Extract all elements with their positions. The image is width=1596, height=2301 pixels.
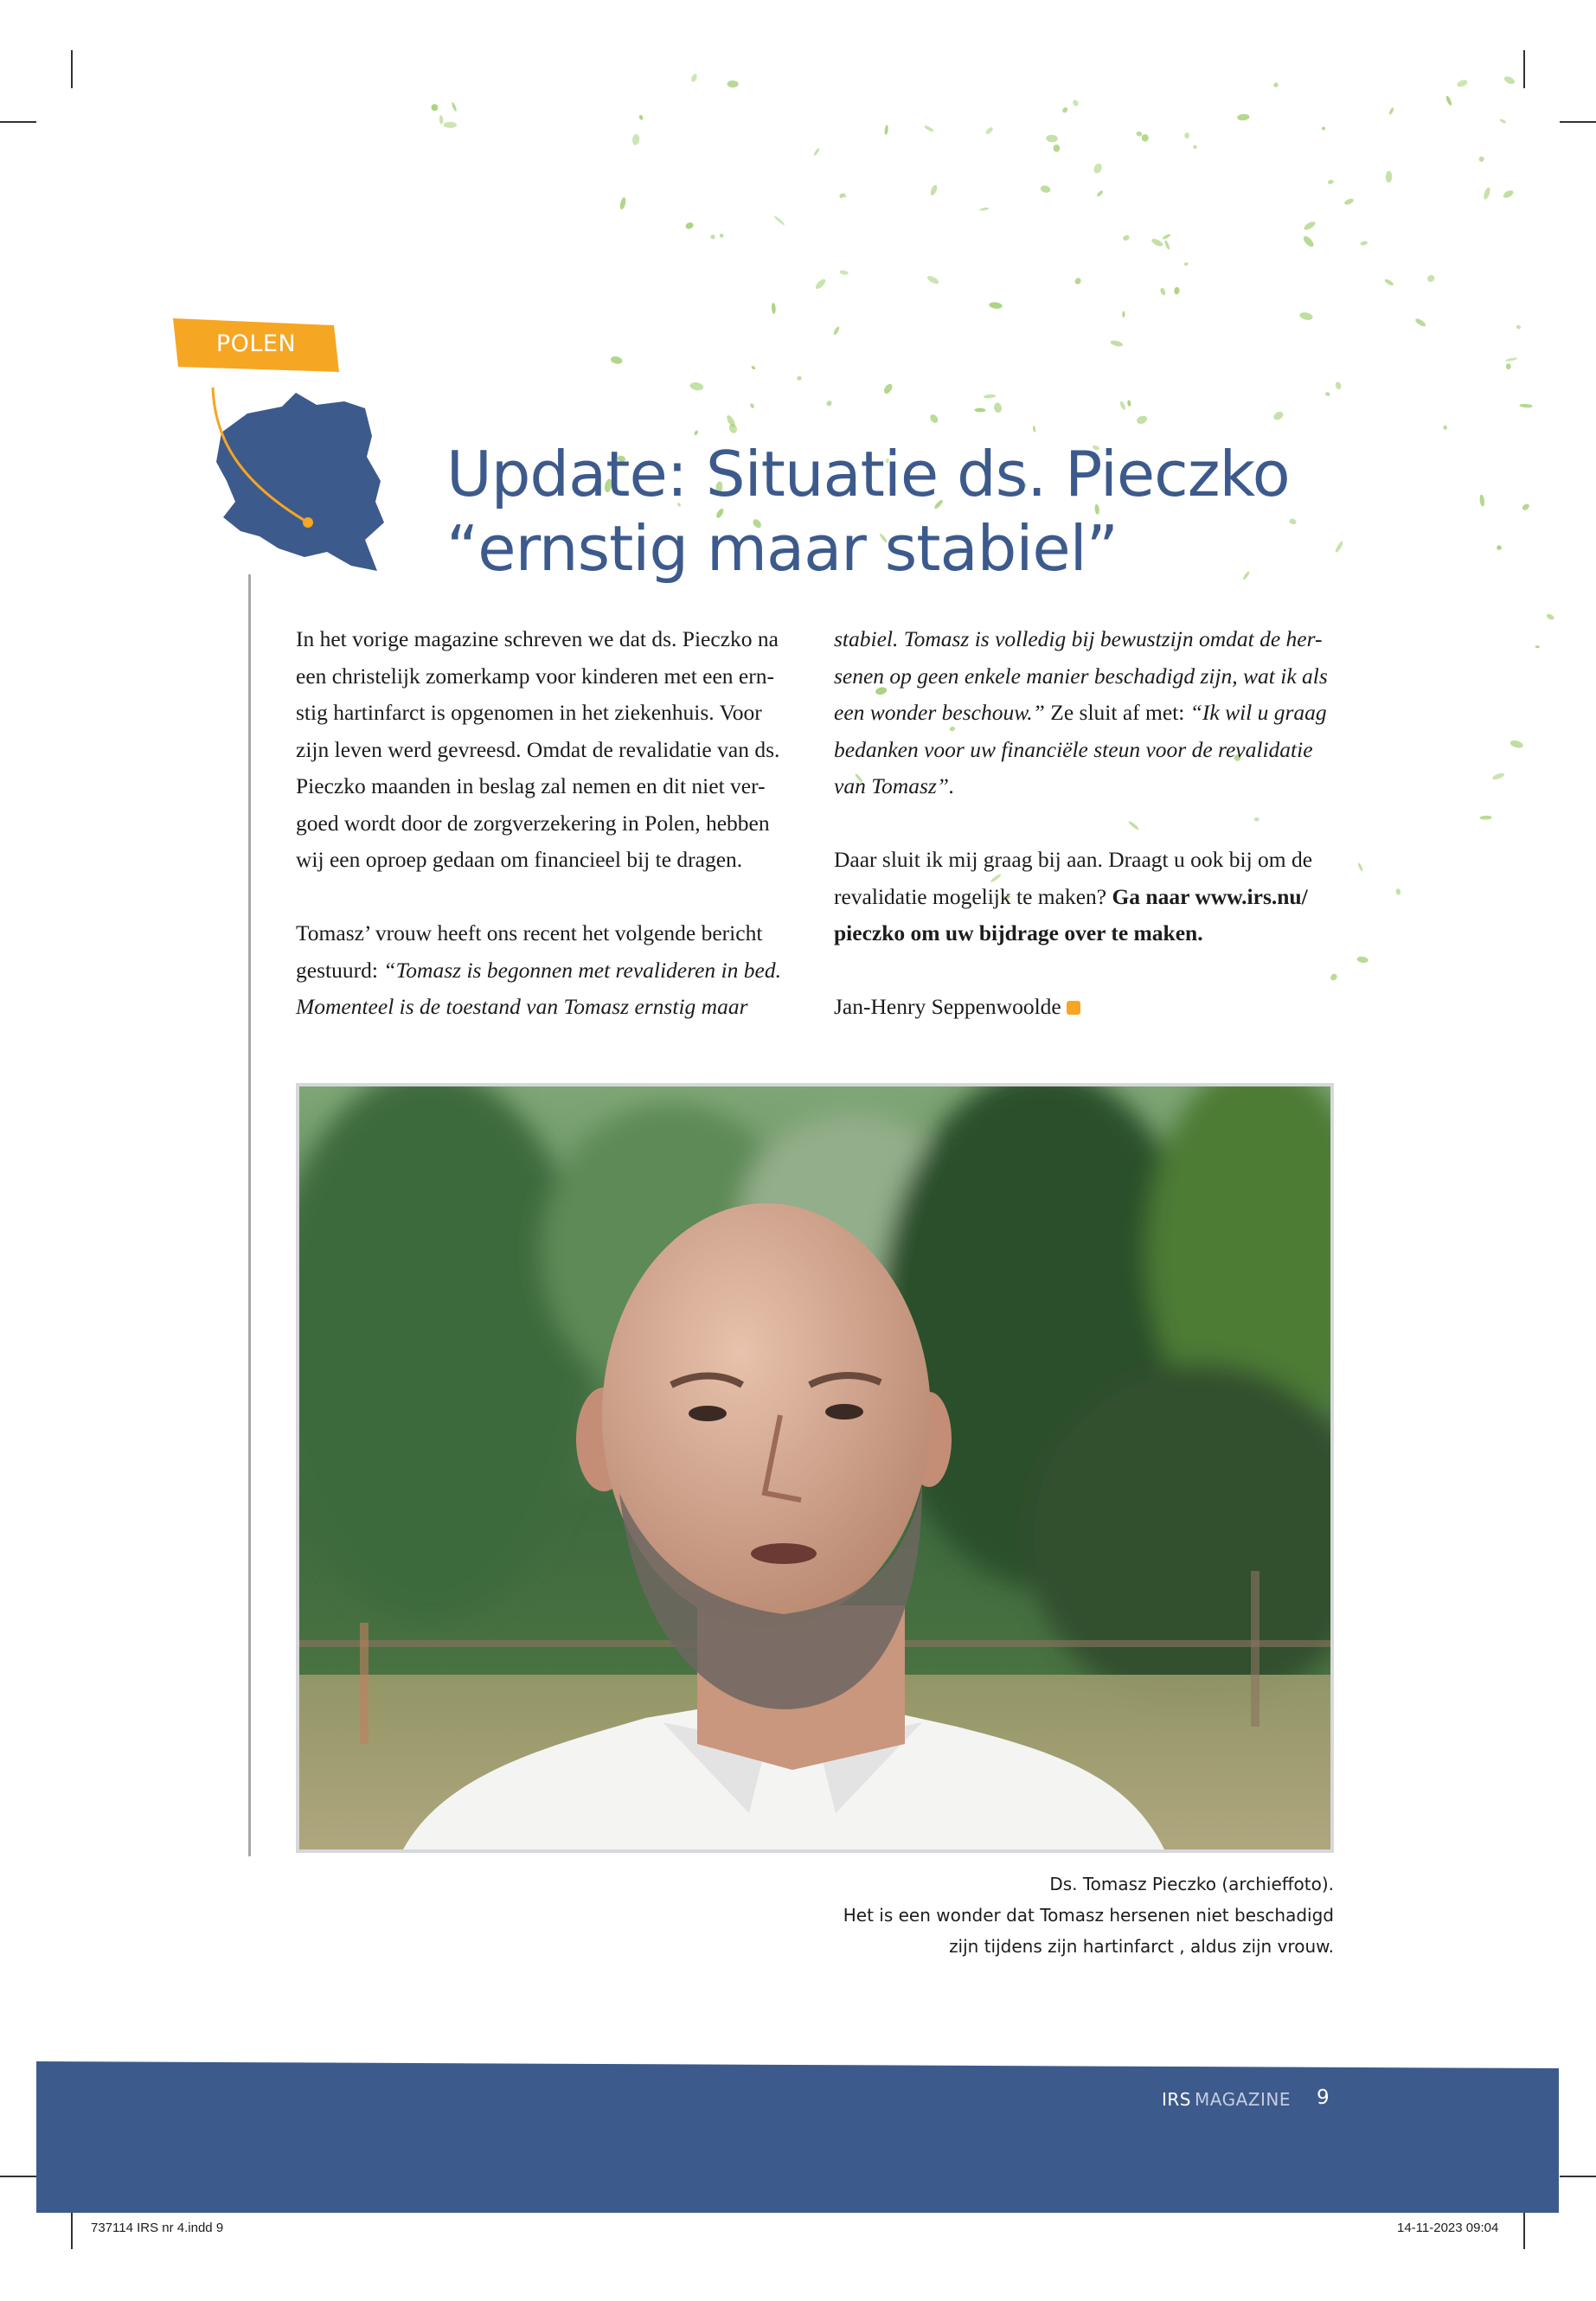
confetti-fleck xyxy=(1535,645,1540,648)
confetti-fleck xyxy=(984,394,997,399)
caption-line: Het is een wonder dat Tomasz hersenen niet beschadigd xyxy=(843,1905,1334,1926)
confetti-fleck xyxy=(882,382,894,395)
confetti-fleck xyxy=(1321,126,1326,131)
confetti-fleck xyxy=(984,126,994,136)
confetti-fleck xyxy=(610,356,623,365)
confetti-fleck xyxy=(1395,888,1401,895)
confetti-fleck xyxy=(1110,339,1124,347)
confetti-fleck xyxy=(1163,240,1170,250)
confetti-fleck xyxy=(1074,277,1082,285)
confetti-fleck xyxy=(1127,400,1131,407)
confetti-fleck xyxy=(1414,317,1426,328)
confetti-fleck xyxy=(1503,75,1516,86)
caption-line: zijn tijdens zijn hartinfarct , aldus zijn vrouw. xyxy=(949,1936,1334,1957)
confetti-fleck xyxy=(1456,79,1468,88)
confetti-fleck xyxy=(884,125,888,135)
confetti-fleck xyxy=(1325,392,1331,397)
poland-map-icon xyxy=(206,388,388,578)
confetti-fleck xyxy=(749,402,755,408)
confetti-fleck xyxy=(1496,544,1503,551)
confetti-fleck xyxy=(1327,179,1334,185)
confetti-fleck xyxy=(1119,401,1126,410)
magazine-irs: IRS xyxy=(1162,2089,1191,2110)
paragraph xyxy=(296,915,798,1026)
confetti-fleck xyxy=(1272,81,1279,87)
confetti-fleck xyxy=(1516,324,1522,330)
paragraph-text: Daar sluit ik mij graag bij aan. Draagt u ook bij om de revalidatie mogelijk te maken? xyxy=(834,847,1313,909)
confetti-fleck xyxy=(1505,357,1518,362)
confetti-fleck xyxy=(1479,494,1485,506)
confetti-fleck xyxy=(1483,187,1491,201)
title-line-1: Update: Situatie ds. Pieczko xyxy=(446,438,1290,510)
confetti-fleck xyxy=(1303,220,1317,231)
confetti-fleck xyxy=(772,303,776,314)
confetti-fleck xyxy=(1521,503,1530,511)
left-rule xyxy=(248,574,251,1856)
confetti-fleck xyxy=(773,215,785,227)
confetti-fleck xyxy=(1388,107,1394,116)
confetti-fleck xyxy=(929,184,939,196)
portrait-photo xyxy=(296,1083,1334,1853)
paragraph xyxy=(834,621,1336,805)
confetti-fleck xyxy=(814,278,827,291)
confetti-fleck xyxy=(689,381,704,392)
confetti-fleck xyxy=(1360,240,1368,246)
confetti-fleck xyxy=(928,413,939,424)
confetti-fleck xyxy=(684,221,694,230)
title-line-2: “ernstig maar stabiel” xyxy=(446,512,1118,585)
quote-text: “Ik wil u graag bedanken voor uw financiële steun voor de revalidatie van Tomasz”. xyxy=(834,700,1327,798)
section-tag-label: POLEN xyxy=(215,330,297,357)
confetti-fleck xyxy=(1502,189,1514,199)
donation-link-text[interactable]: Ga naar www.irs.nu/ pieczko om uw bijdrage over te maken. xyxy=(834,883,1308,945)
confetti-fleck xyxy=(444,122,457,128)
confetti-fleck xyxy=(1443,426,1447,430)
confetti-fleck xyxy=(439,115,444,125)
magazine-name xyxy=(1162,2089,1291,2110)
confetti-fleck xyxy=(1122,234,1130,242)
confetti-fleck xyxy=(839,270,849,276)
confetti-fleck xyxy=(1136,414,1149,425)
confetti-fleck xyxy=(833,326,841,336)
confetti-fleck xyxy=(720,234,724,238)
confetti-fleck xyxy=(974,408,985,413)
confetti-fleck xyxy=(1343,197,1355,206)
confetti-fleck xyxy=(1237,113,1250,120)
end-square-icon xyxy=(1067,1001,1080,1015)
author-name: Jan-Henry Seppenwoolde xyxy=(834,994,1061,1019)
portrait-illustration xyxy=(299,1086,1330,1849)
article-column-1 xyxy=(296,621,798,1062)
confetti-fleck xyxy=(619,196,627,209)
confetti-fleck xyxy=(631,133,640,145)
confetti-fleck xyxy=(1302,234,1316,248)
confetti-fleck xyxy=(1159,287,1166,296)
confetti-fleck xyxy=(1136,131,1143,137)
confetti-fleck xyxy=(1174,287,1180,295)
confetti-fleck xyxy=(1122,311,1125,317)
paragraph: In het vorige magazine schreven we dat ds. Pieczko na een christelijk zomerkamp voor kinderen met een ern-stig hartinfarct is opgenomen in het ziekenhuis. Voor zijn leven werd gevreesd. Omdat de revalidatie van ds. Pieczko maanden in beslag zal nemen en dit niet ver-goed wordt door de zorgverzekering in Polen, hebben wij een oproep gedaan om financieel bij te dragen. xyxy=(296,626,780,872)
confetti-fleck xyxy=(797,375,803,381)
confetti-fleck xyxy=(1040,184,1051,194)
page-title xyxy=(446,437,1398,586)
confetti-fleck xyxy=(1445,95,1453,106)
confetti-fleck xyxy=(451,101,458,112)
paragraph xyxy=(834,842,1336,952)
print-slug-date: 14-11-2023 09:04 xyxy=(1397,2221,1499,2235)
confetti-fleck xyxy=(979,207,989,211)
confetti-fleck xyxy=(1479,816,1491,820)
confetti-fleck xyxy=(694,430,699,436)
confetti-fleck xyxy=(1519,403,1532,407)
quote-text: stabiel. Tomasz is volledig bij bewustzijn omdat de her-senen op geen enkele manier beschadigd zijn, wat ik als een wonder beschouw.” xyxy=(834,626,1328,725)
confetti-fleck xyxy=(813,148,820,157)
confetti-fleck xyxy=(1491,772,1504,780)
page-number: 9 xyxy=(1317,2086,1330,2109)
confetti-fleck xyxy=(638,114,644,120)
caption-line: Ds. Tomasz Pieczko (archieffoto). xyxy=(1049,1874,1334,1894)
confetti-fleck xyxy=(989,302,1003,310)
author-line xyxy=(834,989,1336,1026)
confetti-fleck xyxy=(1385,170,1392,183)
confetti-fleck xyxy=(1096,189,1104,197)
confetti-fleck xyxy=(1061,106,1068,114)
confetti-fleck xyxy=(430,103,439,112)
confetti-fleck xyxy=(1299,311,1314,321)
quote-text: “Tomasz is begonnen met revalideren in bed. Momenteel is de toestand van Tomasz ernstig maar xyxy=(296,957,781,1019)
confetti-fleck xyxy=(926,274,940,285)
confetti-fleck xyxy=(1384,278,1394,286)
photo-caption xyxy=(692,1868,1334,1962)
confetti-fleck xyxy=(1162,234,1171,240)
confetti-fleck xyxy=(1093,163,1104,175)
confetti-fleck xyxy=(1546,612,1555,620)
confetti-fleck xyxy=(1193,144,1197,149)
print-slug-file: 737114 IRS nr 4.indd 9 xyxy=(91,2221,224,2235)
confetti-fleck xyxy=(709,234,715,240)
confetti-fleck xyxy=(751,365,756,370)
confetti-fleck xyxy=(1072,99,1080,106)
confetti-fleck xyxy=(825,400,832,407)
confetti-fleck xyxy=(1151,237,1164,247)
confetti-fleck xyxy=(1509,739,1524,749)
confetti-fleck xyxy=(1046,134,1058,142)
confetti-fleck xyxy=(1477,156,1485,163)
confetti-fleck xyxy=(1426,273,1436,283)
confetti-fleck xyxy=(1356,956,1368,964)
confetti-fleck xyxy=(1335,381,1343,390)
confetti-fleck xyxy=(1183,262,1189,266)
confetti-fleck xyxy=(1141,134,1149,142)
paragraph-text: Tomasz’ vrouw heeft ons recent het volgende bericht gestuurd: xyxy=(296,920,763,983)
confetti-fleck xyxy=(1499,119,1507,125)
confetti-fleck xyxy=(1054,144,1061,152)
article-column-2 xyxy=(834,621,1336,1062)
confetti-fleck xyxy=(1357,862,1364,872)
confetti-fleck xyxy=(924,125,935,132)
confetti-fleck xyxy=(1184,132,1189,138)
confetti-fleck xyxy=(1032,426,1036,433)
magazine-label: MAGAZINE xyxy=(1195,2089,1291,2110)
footer-band xyxy=(36,2061,1559,2213)
confetti-fleck xyxy=(1506,363,1511,369)
confetti-fleck xyxy=(727,80,739,87)
confetti-fleck xyxy=(993,402,1003,413)
paragraph-text: Ze sluit af met: xyxy=(1044,700,1190,725)
confetti-fleck xyxy=(690,73,698,82)
confetti-fleck xyxy=(1272,410,1285,421)
